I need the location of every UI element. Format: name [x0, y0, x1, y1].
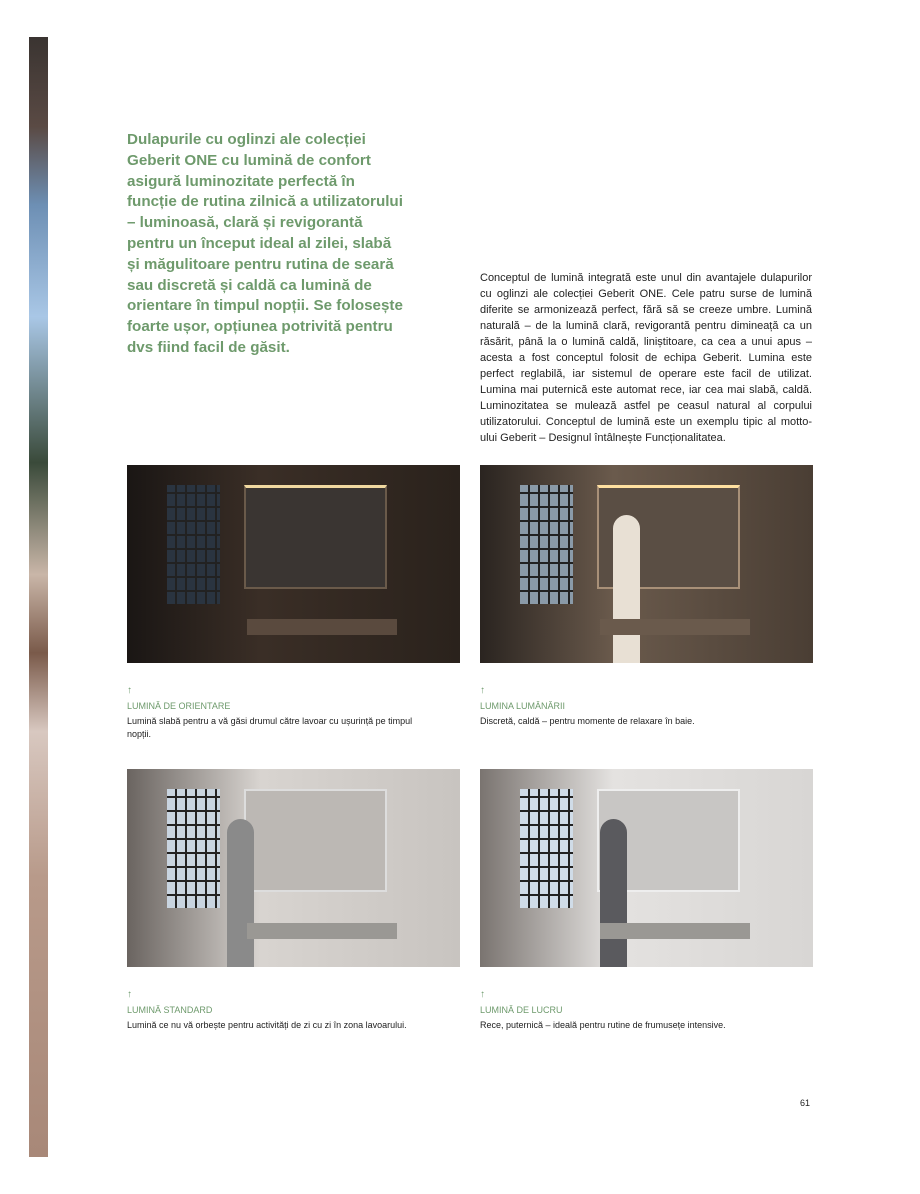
caption-title: LUMINĂ DE LUCRU: [480, 1005, 563, 1015]
caption-title: LUMINA LUMÂNĂRII: [480, 701, 566, 711]
photo-candle-light: [480, 465, 813, 663]
caption-text: Lumină ce nu vă orbește pentru activități de zi cu zi în zona lavoarului.: [127, 1020, 407, 1030]
caption-title: LUMINĂ DE ORIENTARE: [127, 701, 231, 711]
arrow-up-icon: ↑: [127, 685, 132, 696]
caption-orientation: [127, 684, 427, 741]
caption-standard: [127, 988, 427, 1032]
body-paragraph: Conceptul de lumină integrată este unul din avantajele dulapurilor cu oglinzi ale colecției Geberit ONE. Cele patru surse de lumină diferite se armonizează perfect, fără să se creeze umbre. Lumină naturală – de la lumină clară, revigorantă pentru dimineață ca un răsărit, până la o lumină caldă, liniștitoare, ca cea a unui apus – acesta a fost conceptul folosit de echipa Geberit. Lumina este perfect reglabilă, iar sistemul de operare este facil de utilizat. Lumina mai puternică este automat rece, iar cea mai slabă, caldă. Luminozitatea se mulează astfel pe ceasul natural al corpului utilizatorului. Conceptul de lumină este un exemplu tipic al motto-ului Geberit – Designul întâlnește Funcționalitatea.: [480, 272, 812, 444]
page-number: 61: [800, 1098, 811, 1108]
arrow-up-icon: ↑: [127, 989, 132, 1000]
arrow-up-icon: ↑: [480, 989, 485, 1000]
lead-paragraph: Dulapurile cu oglinzi ale colecției Geberit ONE cu lumină de confort asigură luminozitate perfectă în funcție de rutina zilnică a utilizatorului – luminoasă, clară și revigorantă pentru un început ideal al zilei, slabă și măgulitoare pentru rutina de seară sau discretă și caldă ca lumină de orientare în timpul nopții. Se folosește foarte ușor, opțiunea potrivită pentru dvs fiind facil de găsit.: [127, 131, 403, 356]
caption-candle: [480, 684, 780, 728]
caption-text: Lumină slabă pentru a vă găsi drumul către lavoar cu ușurință pe timpul nopții.: [127, 716, 413, 739]
caption-text: Discretă, caldă – pentru momente de relaxare în baie.: [480, 716, 695, 726]
caption-title: LUMINĂ STANDARD: [127, 1005, 213, 1015]
photo-work-light: [480, 769, 813, 967]
caption-text: Rece, puternică – ideală pentru rutine de frumusețe intensive.: [480, 1020, 726, 1030]
caption-work: [480, 988, 780, 1032]
photo-orientation-light: [127, 465, 460, 663]
side-photo-strip: [29, 37, 48, 1157]
photo-standard-light: [127, 769, 460, 967]
arrow-up-icon: ↑: [480, 685, 485, 696]
